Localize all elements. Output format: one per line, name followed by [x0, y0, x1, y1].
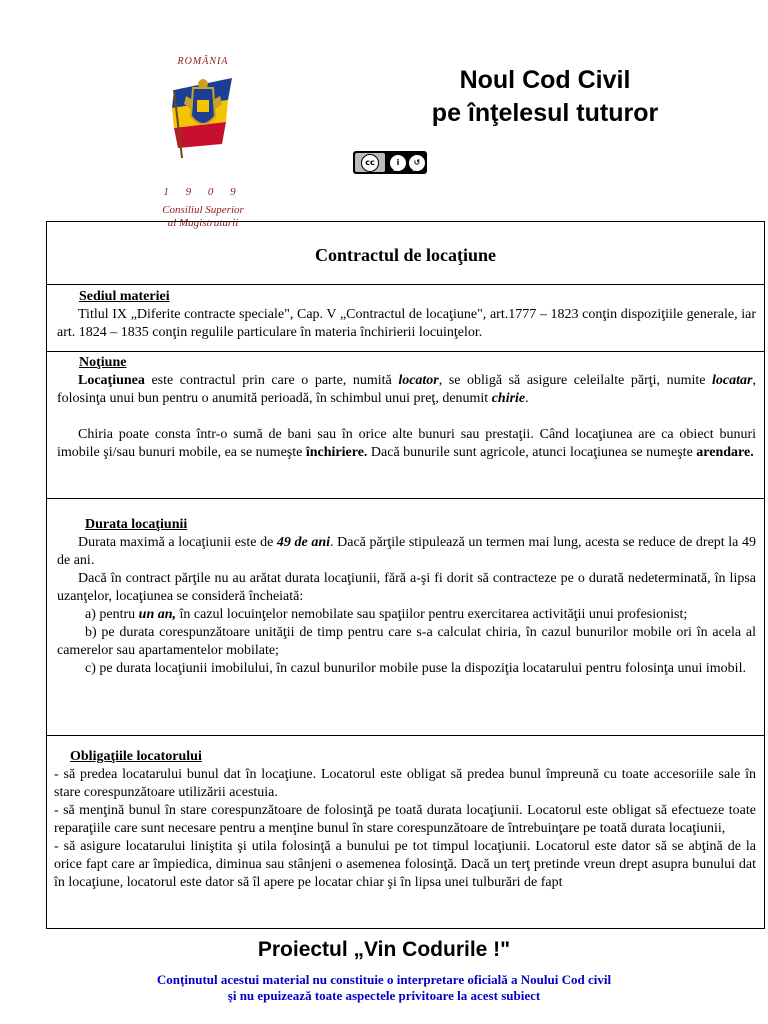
cc-icon: cc: [361, 154, 379, 172]
cc-license-badge: [353, 151, 427, 174]
footer-disclaimer: [0, 972, 768, 1004]
logo-org-line1: Consiliul Superior: [162, 204, 244, 216]
document-title-row: [47, 222, 764, 285]
heading-obligatii: Obligaţiile locatorului: [70, 749, 202, 764]
share-alike-icon: ↺: [408, 154, 426, 172]
by-icon: i: [389, 154, 407, 172]
footer-title: Proiectul „Vin Codurile !": [257, 938, 511, 961]
section-obligatii: [47, 736, 764, 930]
header-title: [400, 64, 690, 130]
csm-logo: [138, 48, 268, 229]
notiune-definition: Locaţiunea este contractul prin care o parte, numită locator, se obligă să asigure celeilalte părţi, numite locatar, folosinţa unui bun pentru o anumită perioadă, în schimbul unui preţ, denumit chirie.: [57, 373, 756, 406]
heading-sediul-materiei: Sediul materiei: [79, 289, 170, 304]
document-title: Contractul de locaţiune: [315, 245, 496, 265]
durata-nedeterminata: Dacă în contract părţile nu au arătat durata locaţiunii, fără a-şi fi dorit să contracteze pe o durată nedeterminată, în lipsa uzanţelor, locaţiunea se consideră încheiată:: [57, 571, 756, 604]
heading-durata: Durata locaţiunii: [85, 517, 188, 532]
coat-of-arms-icon: [168, 70, 238, 162]
durata-item-b: b) pe durata corespunzătoare unităţii de timp pentru care s-a calculat chiria, în cazul bunurilor mobile ori în acela al camerelor sau apartamentelor mobilate;: [57, 625, 756, 658]
heading-notiune: Noţiune: [79, 355, 127, 370]
footer-note-line1: Conţinutul acestui material nu constituie o interpretare oficială a Noului Cod civil: [156, 972, 612, 987]
section-sediul-materiei: [47, 285, 764, 352]
durata-item-c: c) pe durata locaţiunii imobilului, în cazul bunurilor mobile puse la dispoziţia locatarului pentru folosinţa unui imobil.: [85, 661, 746, 676]
durata-maxima: Durata maximă a locaţiunii este de 49 de ani. Dacă părţile stipulează un termen mai lung, acesta se reduce de drept la 49 de ani.: [57, 535, 756, 568]
obligatie-item: - să predea locatarului bunul dat în locaţiune. Locatorul este obligat să predea bunul împreună cu toate accesoriile sale în stare corespunzătoare utilizării acestuia.: [54, 767, 756, 800]
content-table: [46, 221, 765, 929]
sediul-text: Titlul IX „Diferite contracte speciale", Cap. V „Contractul de locaţiune", art.1777 – 1823 conţin dispoziţiile generale, iar art. 1824 – 1835 conţin regulile particulare în materia închirierii locuinţelor.: [57, 307, 756, 340]
logo-year: 1 9 0 9: [163, 186, 243, 198]
durata-item-a: a) pentru un an, în cazul locuinţelor nemobilate sau spaţiilor pentru exercitarea activităţii unui profesionist;: [85, 607, 688, 622]
license-by-label: BY: [393, 167, 400, 173]
notiune-chiria: Chiria poate consta într-o sumă de bani sau în orice alte bunuri sau prestaţii. Când locaţiunea are ca obiect bunuri imobile şi/sau bunuri mobile, ea se numeşte închiriere. Dacă bunurile sunt agricole, atunci locaţiunea se numeşte arendare.: [57, 427, 756, 460]
header-title-line1: Noul Cod Civil: [459, 66, 631, 94]
obligatie-item: - să menţină bunul în stare corespunzătoare de folosinţă pe toată durata locaţiunii. Locatorul este obligat să efectueze toate reparaţiile care sunt necesare pentru a menţine bunul în stare corespunzătoare de întrebuinţare pe toată durata locaţiunii,: [54, 803, 756, 836]
footer-note-line2: şi nu epuizează toate aspectele privitoare la acest subiect: [227, 988, 541, 1003]
logo-org-line2: al Magistraturii: [167, 217, 239, 229]
license-sa-label: SA: [412, 167, 419, 173]
section-notiune: [47, 352, 764, 499]
obligatie-item: - să asigure locatarului liniştita şi utila folosinţă a bunului pe tot timpul locaţiunii. Locatorul este dator să se abţină de la orice fapt care ar împiedica, diminua sau stânjeni o asemenea folosinţă. Dacă un terţ pretinde vreun drept asupra bunului dat în locaţiune, locatorul este dator să îl apere pe locatar chiar şi în lipsa unei tulburări de fapt: [54, 839, 756, 890]
logo-country: ROMÂNIA: [177, 56, 229, 67]
header-title-line2: pe înţelesul tuturor: [431, 99, 659, 127]
section-durata: [47, 499, 764, 736]
